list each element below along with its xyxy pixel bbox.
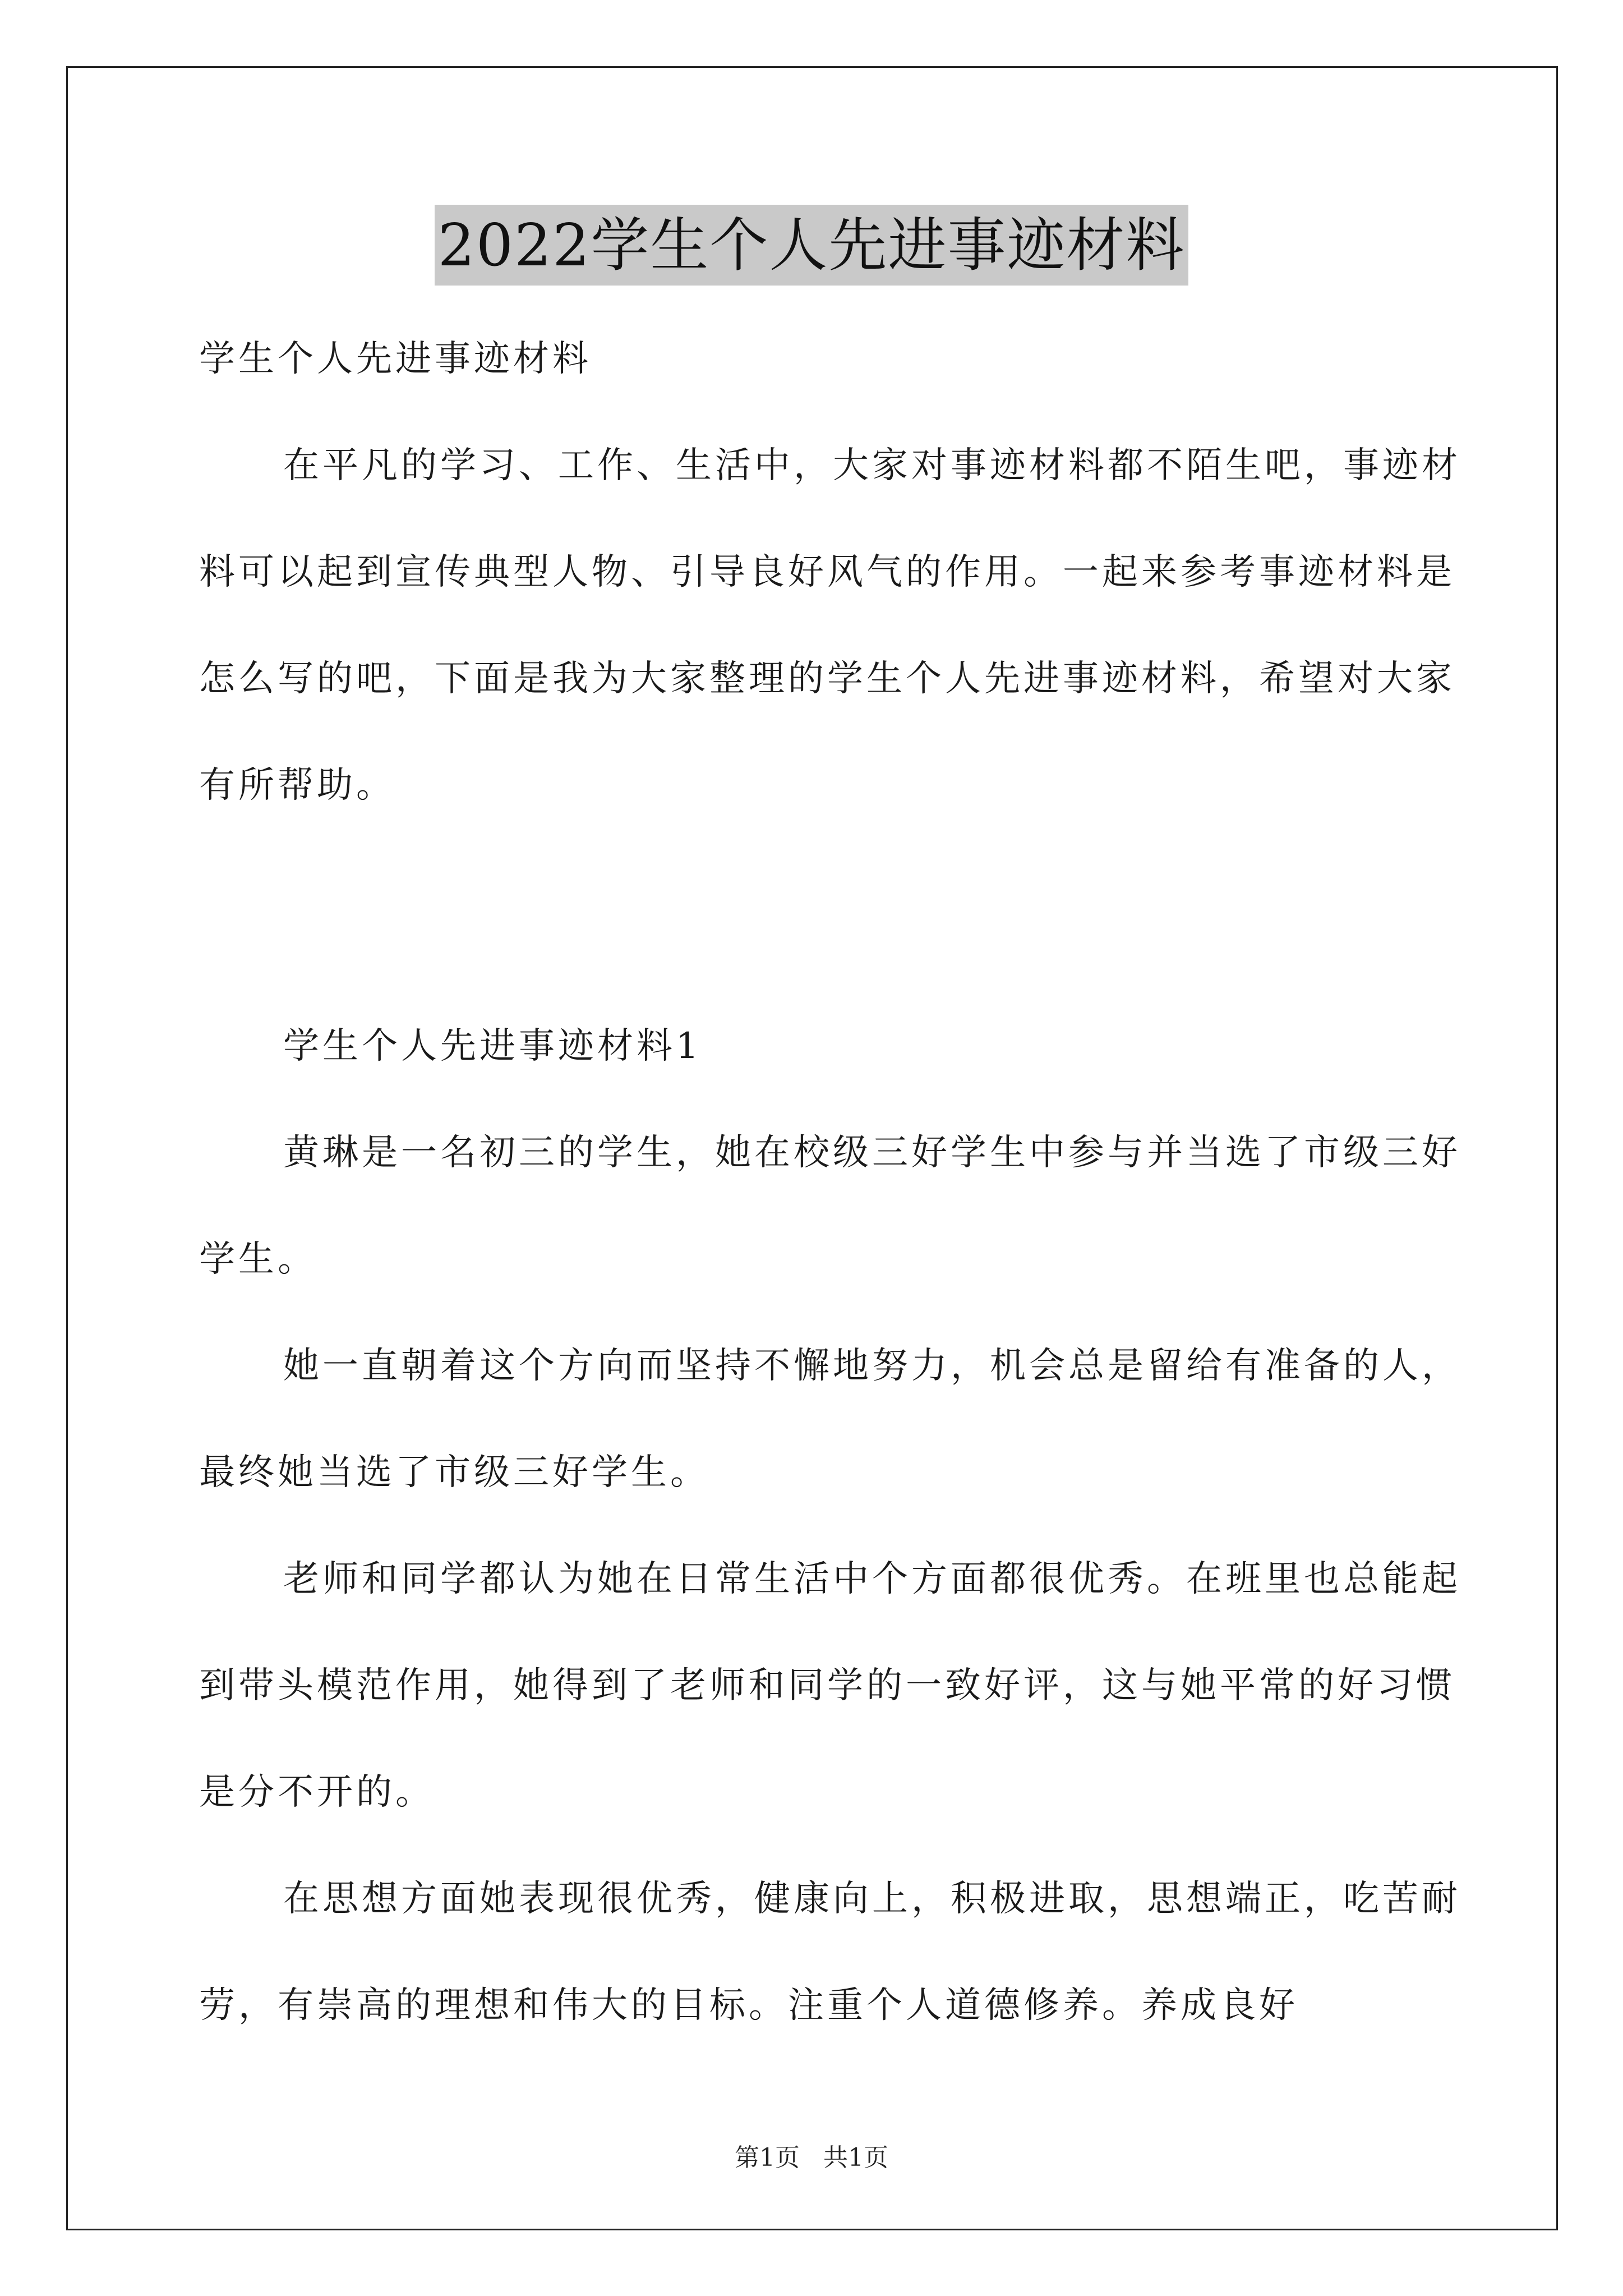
title-container	[0, 205, 1623, 286]
page-footer: 第1页 共1页	[735, 2143, 888, 2172]
body-paragraph-2: 她一直朝着这个方向而坚持不懈地努力，机会总是留给有准备的人，最终她当选了市级三好学生。	[199, 1345, 1461, 1493]
document-subtitle: 学生个人先进事迹材料	[199, 338, 592, 380]
body-paragraph-3: 老师和同学都认为她在日常生活中个方面都很优秀。在班里也总能起到带头模范作用，她得到了老师和同学的一致好评，这与她平常的好习惯是分不开的。	[199, 1558, 1461, 1813]
section-heading: 学生个人先进事迹材料1	[283, 1025, 702, 1067]
body-paragraph-4: 在思想方面她表现很优秀，健康向上，积极进取，思想端正，吃苦耐劳，有崇高的理想和伟大的目标。注重个人道德修养。养成良好	[199, 1878, 1461, 2026]
body-paragraph-1: 黄琳是一名初三的学生，她在校级三好学生中参与并当选了市级三好学生。	[199, 1132, 1461, 1280]
intro-paragraph: 在平凡的学习、工作、生活中，大家对事迹材料都不陌生吧，事迹材料可以起到宣传典型人物、引导良好风气的作用。一起来参考事迹材料是怎么写的吧，下面是我为大家整理的学生个人先进事迹材料，希望对大家有所帮助。	[199, 445, 1461, 806]
document-title: 2022学生个人先进事迹材料	[435, 205, 1189, 286]
